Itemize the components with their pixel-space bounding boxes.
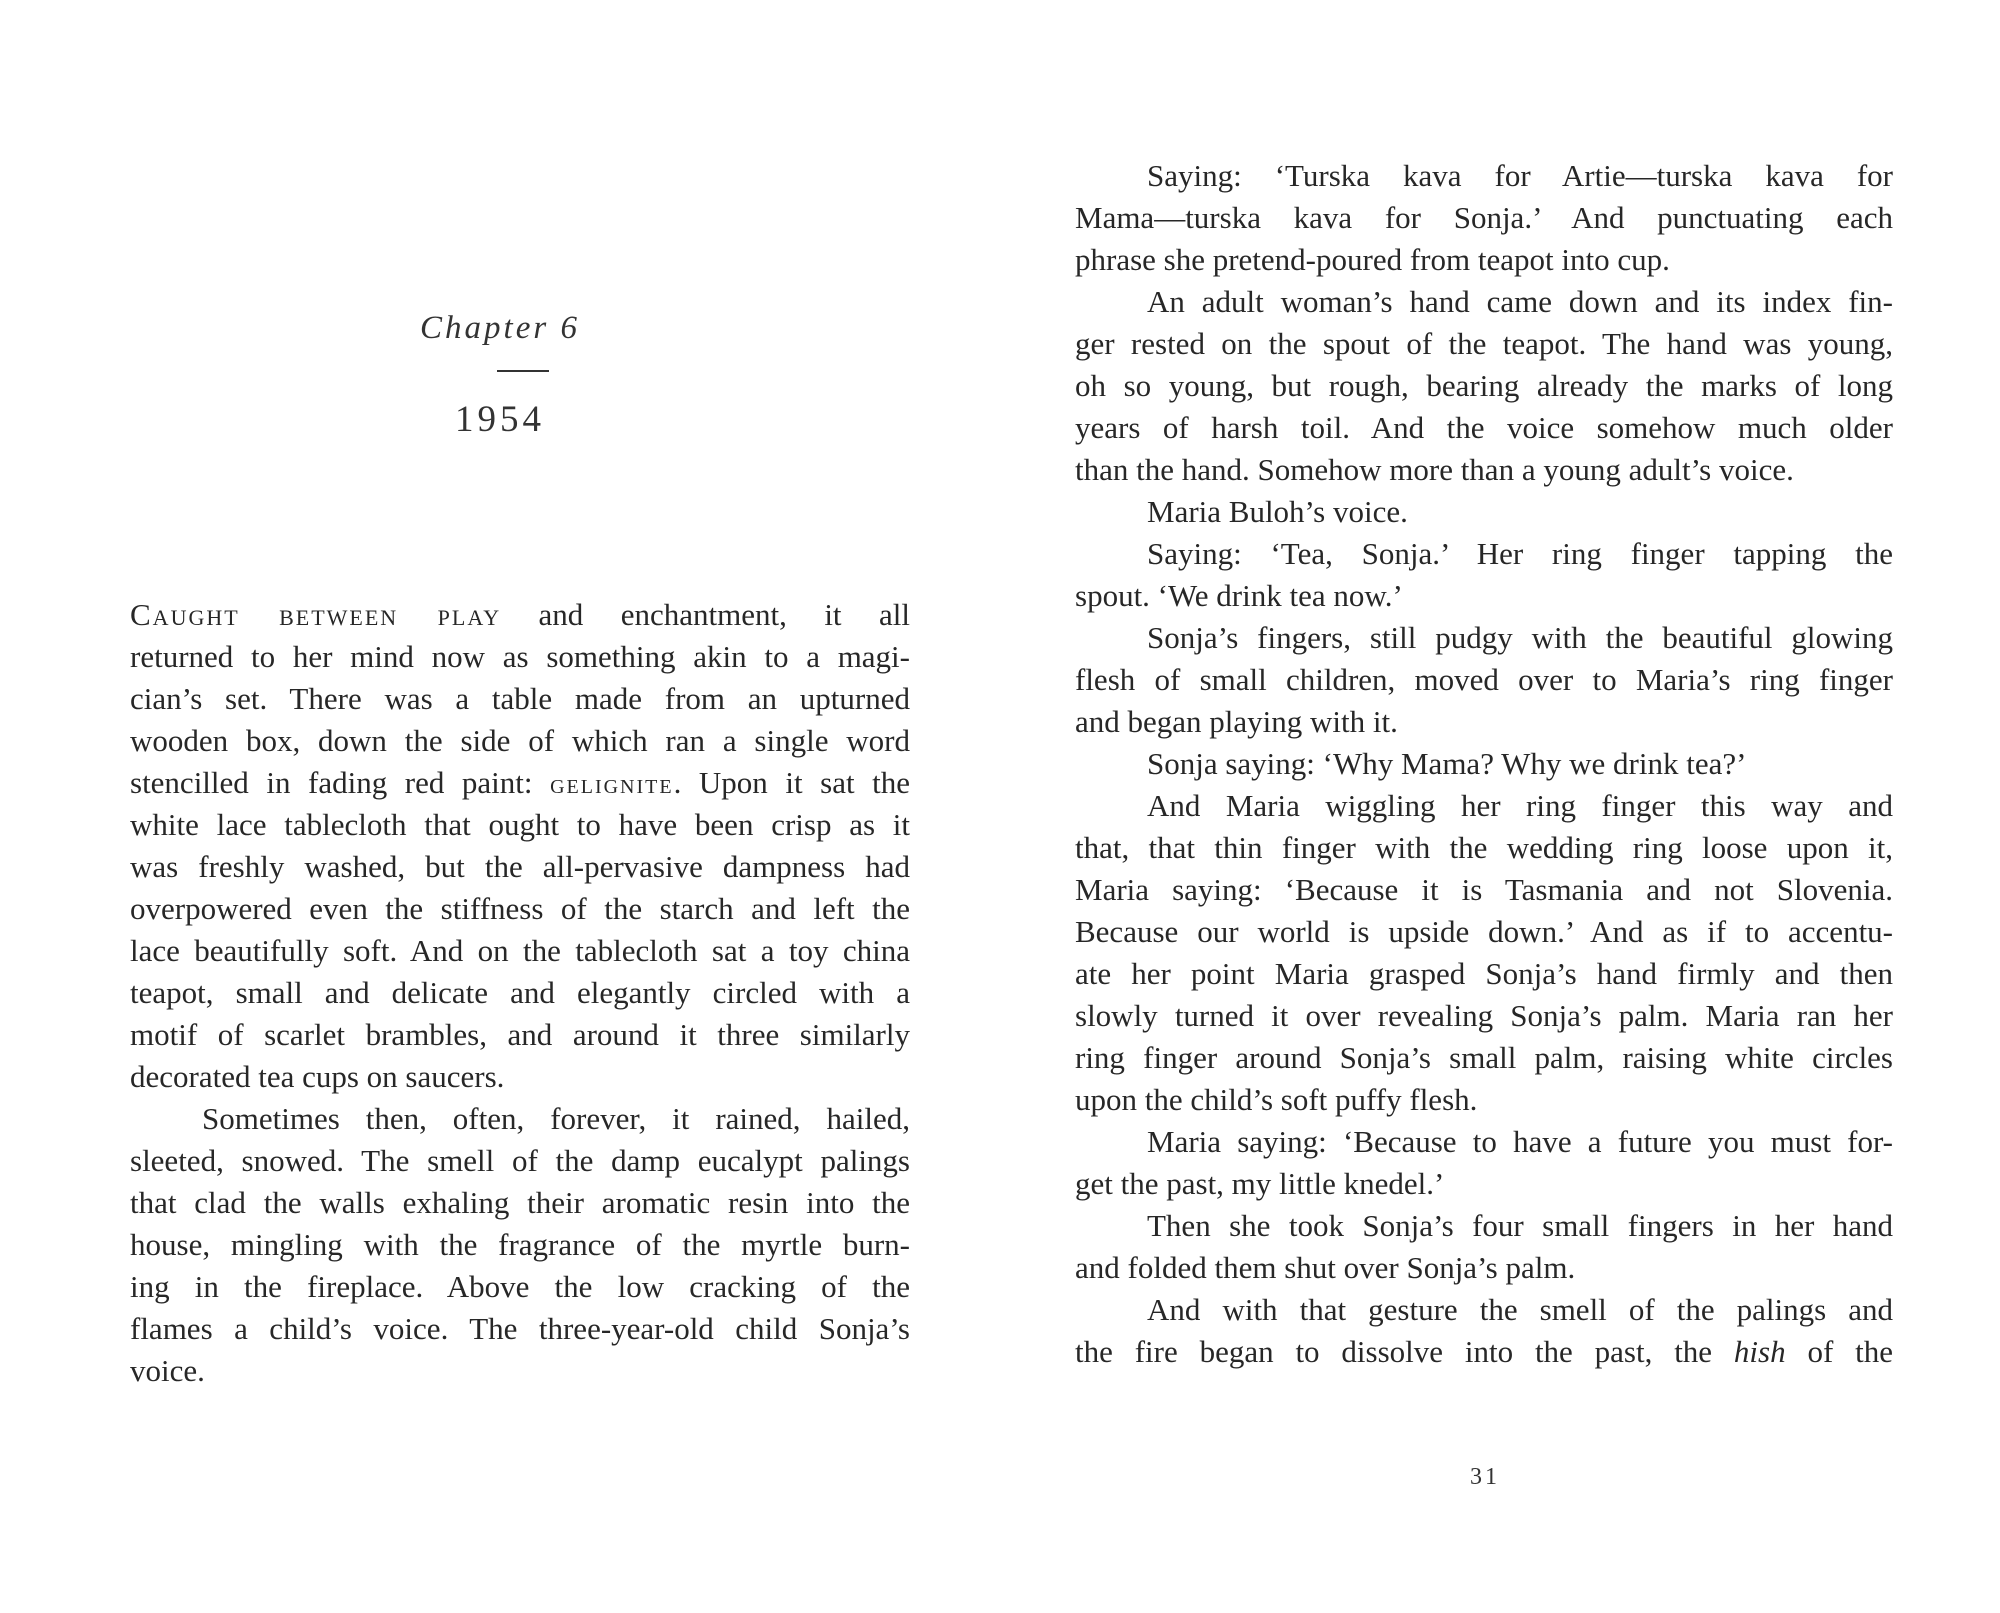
text-line: motif of scarlet brambles, and around it three similarly <box>130 1017 910 1052</box>
text-line: voice. <box>130 1353 205 1388</box>
text-line: ate her point Maria grasped Sonja’s hand firmly and then <box>1075 956 1893 991</box>
text-line: spout. ‘We drink tea now.’ <box>1075 578 1403 613</box>
text-line: Saying: ‘Turska kava for Artie—turska kava for <box>1147 158 1893 193</box>
text-line: Sonja saying: ‘Why Mama? Why we drink tea?’ <box>1147 746 1747 781</box>
text-line: And with that gesture the smell of the palings and <box>1147 1292 1893 1327</box>
text-line: white lace tablecloth that ought to have been crisp as it <box>130 807 910 842</box>
text-line: phrase she pretend-poured from teapot into cup. <box>1075 242 1670 277</box>
chapter-rule <box>497 370 549 372</box>
text-line: Maria saying: ‘Because to have a future you must for- <box>1147 1124 1893 1159</box>
text-line: sleeted, snowed. The smell of the damp eucalypt palings <box>130 1143 910 1178</box>
gelignite-word: gelignite <box>550 769 674 800</box>
text-line: flames a child’s voice. The three-year-old child Sonja’s <box>130 1311 910 1346</box>
text-line: Sonja’s fingers, still pudgy with the beautiful glowing <box>1147 620 1893 655</box>
chapter-label: Chapter 6 <box>420 310 580 346</box>
text-line: An adult woman’s hand came down and its index fin- <box>1147 284 1893 319</box>
chapter-year: 1954 <box>455 399 545 440</box>
text-line: ring finger around Sonja’s small palm, raising white circles <box>1075 1040 1893 1075</box>
text-line: overpowered even the stiffness of the starch and left the <box>130 891 910 926</box>
text-line: stencilled in fading red paint: gelignite. Upon it sat the <box>130 765 911 800</box>
text-line: that clad the walls exhaling their aromatic resin into the <box>130 1185 910 1220</box>
text-line: Caught between play and enchantment, it all <box>130 597 910 632</box>
text-line: get the past, my little knedel.’ <box>1075 1166 1445 1201</box>
text-line: and began playing with it. <box>1075 704 1398 739</box>
text-line: ger rested on the spout of the teapot. The hand was young, <box>1075 326 1893 361</box>
page-number: 31 <box>1470 1464 1500 1490</box>
text-line: than the hand. Somehow more than a young adult’s voice. <box>1075 452 1794 487</box>
text-line: Maria saying: ‘Because it is Tasmania and not Slovenia. <box>1075 872 1893 907</box>
right-body-text <box>1075 155 1893 1373</box>
text-line: And Maria wiggling her ring finger this way and <box>1147 788 1893 823</box>
text-line: was freshly washed, but the all-pervasive dampness had <box>130 849 910 884</box>
text-line: decorated tea cups on saucers. <box>130 1059 505 1094</box>
text-line: the fire began to dissolve into the past, the hish of the <box>1075 1334 1893 1369</box>
text-line: wooden box, down the side of which ran a single word <box>130 723 910 758</box>
text-line: and folded them shut over Sonja’s palm. <box>1075 1250 1576 1285</box>
opening-smallcaps: Caught between play <box>130 597 502 632</box>
text-line: oh so young, but rough, bearing already the marks of long <box>1075 368 1893 403</box>
text-line: flesh of small children, moved over to Maria’s ring finger <box>1075 662 1893 697</box>
text-line: years of harsh toil. And the voice somehow much older <box>1075 410 1893 445</box>
text-line: Mama—turska kava for Sonja.’ And punctuating each <box>1075 200 1893 235</box>
text-line: returned to her mind now as something akin to a magi- <box>130 639 910 674</box>
text-line: teapot, small and delicate and elegantly circled with a <box>130 975 910 1010</box>
italic-word: hish <box>1733 1334 1786 1369</box>
text-line: upon the child’s soft puffy flesh. <box>1075 1082 1478 1117</box>
text-line: Because our world is upside down.’ And as if to accentu- <box>1075 914 1893 949</box>
text-line: slowly turned it over revealing Sonja’s palm. Maria ran her <box>1075 998 1893 1033</box>
right-page <box>1000 0 2000 1613</box>
text-line: Then she took Sonja’s four small fingers in her hand <box>1147 1208 1893 1243</box>
text-line: Sometimes then, often, forever, it rained, hailed, <box>202 1101 910 1136</box>
text-line: Saying: ‘Tea, Sonja.’ Her ring finger tapping the <box>1147 536 1893 571</box>
text-line: cian’s set. There was a table made from an upturned <box>130 681 910 716</box>
text-line: lace beautifully soft. And on the tablecloth sat a toy china <box>130 933 910 968</box>
text-line: Maria Buloh’s voice. <box>1147 494 1408 529</box>
left-body-text <box>130 594 910 1392</box>
text-line: ing in the fireplace. Above the low cracking of the <box>130 1269 910 1304</box>
text-line: house, mingling with the fragrance of the myrtle burn- <box>130 1227 910 1262</box>
text-line: that, that thin finger with the wedding ring loose upon it, <box>1075 830 1893 865</box>
